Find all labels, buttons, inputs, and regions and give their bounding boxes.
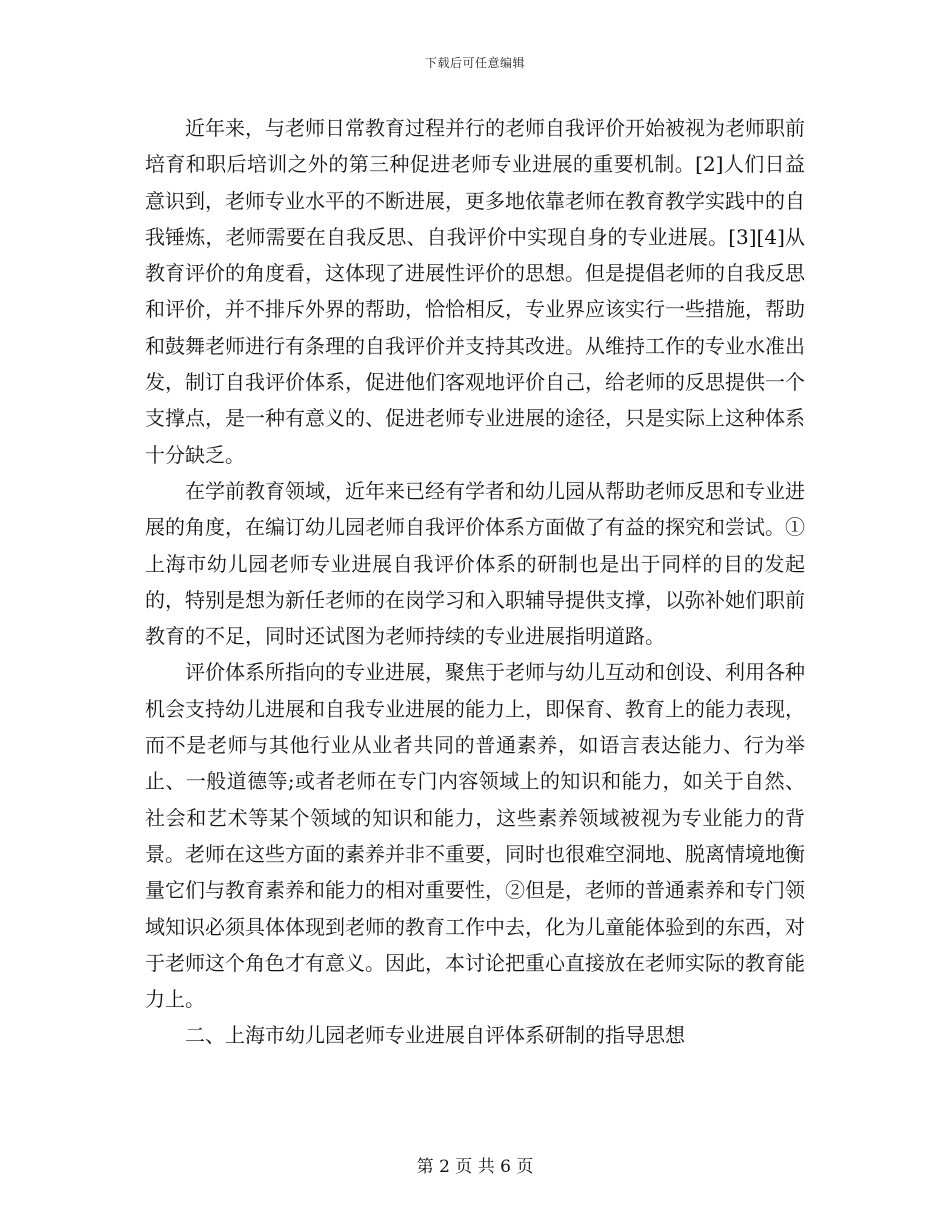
paragraph-1: 近年来，与老师日常教育过程并行的老师自我评价开始被视为老师职前培育和职后培训之外的第三种促进老师专业进展的重要机制。[2]人们日益意识到，老师专业水平的不断进展，更多地依靠老师在教育教学实践中的自我锤炼，老师需要在自我反思、自我评价中实现自身的专业进展。[3][4]从教育评价的角度看，这体现了进展性评价的思想。但是提倡老师的自我反思和评价，并不排斥外界的帮助，恰恰相反，专业界应该实行一些措施，帮助和鼓舞老师进行有条理的自我评价并支持其改进。从维持工作的专业水准出发，制订自我评价体系，促进他们客观地评价自己，给老师的反思提供一个支撑点，是一种有意义的、促进老师专业进展的途径，只是实际上这种体系十分缺乏。: [145, 116, 805, 467]
page-header: 下载后可任意编辑: [424, 56, 525, 70]
document-body: [145, 110, 805, 1054]
page-number: 第 2 页 共 6 页: [416, 1157, 534, 1177]
section-heading: 二、上海市幼儿园老师专业进展自评体系研制的指导思想: [185, 1023, 685, 1048]
paragraph-2: 在学前教育领域，近年来已经有学者和幼儿园从帮助老师反思和专业进展的角度，在编订幼儿园老师自我评价体系方面做了有益的探究和尝试。①上海市幼儿园老师专业进展自我评价体系的研制也是出于同样的目的发起的，特别是想为新任老师的在岗学习和入职辅导提供支撑，以弥补她们职前教育的不足，同时还试图为老师持续的专业进展指明道路。: [145, 478, 805, 649]
paragraph-3: 评价体系所指向的专业进展，聚焦于老师与幼儿互动和创设、利用各种机会支持幼儿进展和自我专业进展的能力上，即保育、教育上的能力表现，而不是老师与其他行业从业者共同的普通素养，如语言表达能力、行为举止、一般道德等;或者老师在专门内容领域上的知识和能力，如关于自然、社会和艺术等某个领域的知识和能力，这些素养领域被视为专业能力的背景。老师在这些方面的素养并非不重要，同时也很难空洞地、脱离情境地衡量它们与教育素养和能力的相对重要性，②但是，老师的普通素养和专门领域知识必须具体体现到老师的教育工作中去，化为儿童能体验到的东西，对于老师这个角色才有意义。因此，本讨论把重心直接放在老师实际的教育能力上。: [145, 660, 805, 1012]
